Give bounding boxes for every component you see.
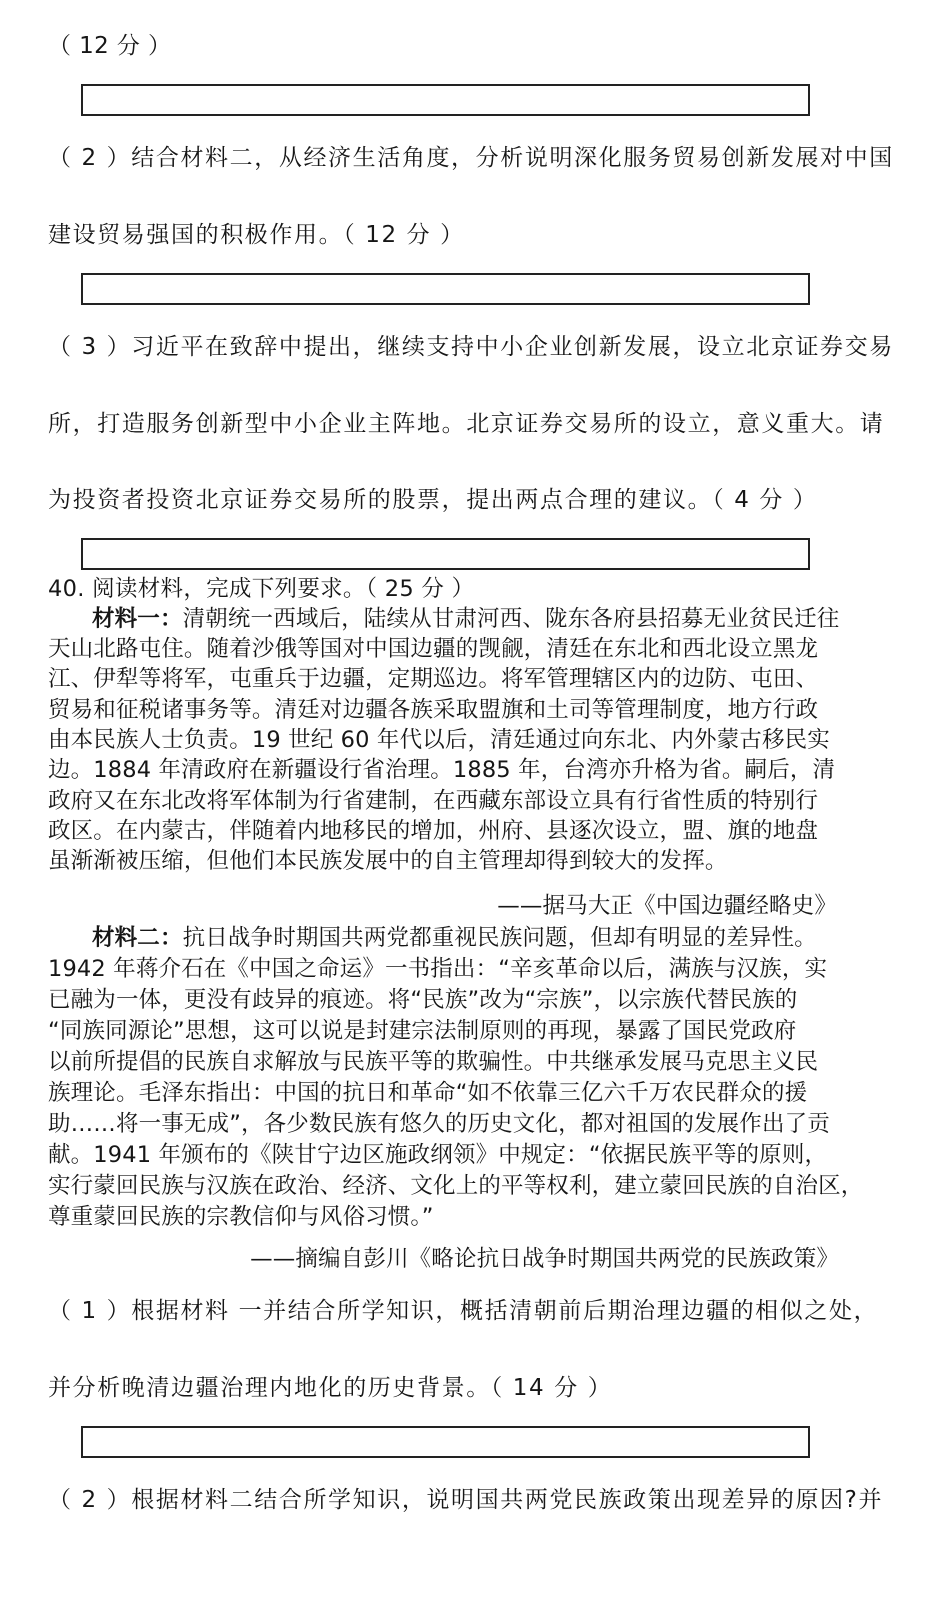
material-1-line-3: 江、伊犁等将军，屯重兵于边疆，定期巡边。将军管理辖区内的边防、屯田、	[48, 666, 819, 692]
material-2-label: 材料二：	[92, 925, 183, 951]
material-2-source: ——摘编自彭川《略论抗日战争时期国共两党的民族政策》	[250, 1246, 839, 1272]
material-2-line-3: 已融为一体，更没有歧异的痕迹。将“民族”改为“宗族”，以宗族代替民族的	[48, 987, 798, 1013]
material-1-line-9: 虽渐渐被压缩，但他们本民族发展中的自主管理却得到较大的发挥。	[48, 848, 728, 874]
material-2-line-4: “同族同源论”思想，这可以说是封建宗法制原则的再现，暴露了国民党政府	[48, 1018, 797, 1044]
material-2-line-6: 族理论。毛泽东指出：中国的抗日和革命“如不依靠三亿六千万农民群众的援	[48, 1080, 808, 1106]
answer-box-4[interactable]	[81, 1426, 810, 1458]
material-2-line-5: 以前所提倡的民族自求解放与民族平等的欺骗性。中共继承发展马克思主义民	[48, 1049, 819, 1075]
question-3-line-2: 所，打造服务创新型中小企业主阵地。北京证券交易所的设立，意义重大。请	[48, 411, 885, 437]
material-2-line-8: 献。1941 年颁布的《陕甘宁边区施政纲领》中规定：“依据民族平等的原则，	[48, 1142, 828, 1168]
material-2-line-2: 1942 年蒋介石在《中国之命运》一书指出：“辛亥革命以后，满族与汉族，实	[48, 956, 828, 982]
question-40-1-line-2: 并分析晚清边疆治理内地化的历史背景。（ 14 分 ）	[48, 1375, 613, 1401]
material-2-line-1: 材料二：抗日战争时期国共两党都重视民族问题，但却有明显的差异性。	[92, 925, 817, 951]
material-1-line-2: 天山北路屯住。随着沙俄等国对中国边疆的觊觎，清廷在东北和西北设立黑龙	[48, 636, 819, 662]
material-2-line-7: 助……将一事无成”，各少数民族有悠久的历史文化，都对祖国的发展作出了贡	[48, 1111, 830, 1137]
answer-box-1[interactable]	[81, 84, 810, 116]
top-score: （ 12 分 ）	[48, 33, 172, 59]
material-1-line-1: 材料一：清朝统一西域后，陆续从甘肃河西、陇东各府县招募无业贫民迁往	[92, 606, 840, 632]
material-1-line-8: 政区。在内蒙古，伴随着内地移民的增加，州府、县逐次设立，盟、旗的地盘	[48, 818, 819, 844]
material-1-source: ——据马大正《中国边疆经略史》	[497, 893, 837, 919]
material-1-label: 材料一：	[92, 606, 183, 632]
question-2-line-2: 建设贸易强国的积极作用。（ 12 分 ）	[48, 222, 465, 248]
material-1-line-4: 贸易和征税诸事务等。清廷对边疆各族采取盟旗和土司等管理制度，地方行政	[48, 697, 819, 723]
material-2-line-9: 实行蒙回民族与汉族在政治、经济、文化上的平等权利，建立蒙回民族的自治区，	[48, 1173, 864, 1199]
question-40-1-line-1: （ 1 ）根据材料 一并结合所学知识，概括清朝前后期治理边疆的相似之处，	[48, 1298, 879, 1324]
question-40-2-line-1: （ 2 ）根据材料二结合所学知识，说明国共两党民族政策出现差异的原因?并	[48, 1487, 884, 1513]
question-3-line-1: （ 3 ）习近平在致辞中提出，继续支持中小企业创新发展，设立北京证券交易	[48, 334, 894, 360]
question-2-line-1: （ 2 ）结合材料二，从经济生活角度，分析说明深化服务贸易创新发展对中国	[48, 145, 894, 171]
question-3-line-3: 为投资者投资北京证券交易所的股票，提出两点合理的建议。（ 4 分 ）	[48, 487, 818, 513]
question-40-header: 40. 阅读材料，完成下列要求。（ 25 分 ）	[48, 576, 475, 602]
material-1-line-6: 边。1884 年清政府在新疆设行省治理。1885 年，台湾亦升格为省。嗣后，清	[48, 757, 836, 783]
material-1-line-7: 政府又在东北改将军体制为行省建制，在西藏东部设立具有行省性质的特别行	[48, 788, 819, 814]
answer-box-3[interactable]	[81, 538, 810, 570]
material-1-line-5: 由本民族人士负责。19 世纪 60 年代以后，清廷通过向东北、内外蒙古移民实	[48, 727, 830, 753]
answer-box-2[interactable]	[81, 273, 810, 305]
material-2-line-10: 尊重蒙回民族的宗教信仰与风俗习惯。”	[48, 1204, 434, 1230]
